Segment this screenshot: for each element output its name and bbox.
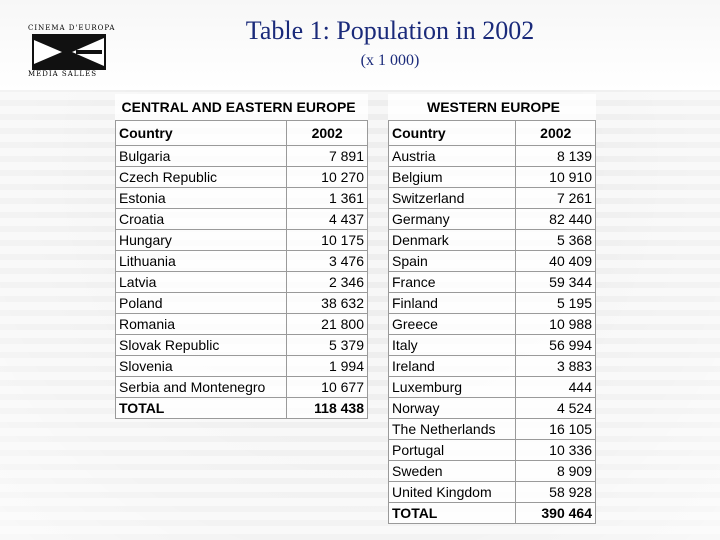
total-value: 118 438 [287, 398, 368, 419]
country-cell: Germany [389, 209, 516, 230]
population-cell: 3 883 [516, 356, 596, 377]
population-cell: 40 409 [516, 251, 596, 272]
table-row [116, 188, 368, 209]
country-cell: Austria [389, 146, 516, 167]
country-cell: United Kingdom [389, 482, 516, 503]
table-row [389, 167, 596, 188]
population-cell: 10 677 [287, 377, 368, 398]
population-cell: 58 928 [516, 482, 596, 503]
table-row [116, 335, 368, 356]
population-cell: 5 195 [516, 293, 596, 314]
country-cell: Italy [389, 335, 516, 356]
population-cell: 2 346 [287, 272, 368, 293]
table-row [389, 251, 596, 272]
total-label: TOTAL [116, 398, 287, 419]
table-row [389, 461, 596, 482]
country-cell: Czech Republic [116, 167, 287, 188]
column-header-country: Country [116, 121, 287, 146]
country-cell: Ireland [389, 356, 516, 377]
population-cell: 82 440 [516, 209, 596, 230]
population-cell: 7 261 [516, 188, 596, 209]
logo-top-text: CINEMA D'EUROPA [28, 24, 116, 32]
table-row [389, 272, 596, 293]
country-cell: Spain [389, 251, 516, 272]
country-cell: Belgium [389, 167, 516, 188]
country-cell: Luxemburg [389, 377, 516, 398]
table-row [389, 440, 596, 461]
table-row [389, 356, 596, 377]
table-row [116, 293, 368, 314]
population-cell: 5 379 [287, 335, 368, 356]
country-cell: Switzerland [389, 188, 516, 209]
page-title: Table 1: Population in 2002 [245, 16, 535, 45]
population-cell: 10 175 [287, 230, 368, 251]
column-header-year: 2002 [287, 121, 368, 146]
country-cell: Poland [116, 293, 287, 314]
table-row [116, 251, 368, 272]
table-row [389, 482, 596, 503]
total-row [389, 503, 596, 524]
country-cell: Romania [116, 314, 287, 335]
country-cell: Slovenia [116, 356, 287, 377]
table-row [389, 209, 596, 230]
table-row [389, 146, 596, 167]
table-row [116, 146, 368, 167]
population-cell: 1 994 [287, 356, 368, 377]
country-cell: Portugal [389, 440, 516, 461]
country-cell: Croatia [116, 209, 287, 230]
total-value: 390 464 [516, 503, 596, 524]
column-header-year: 2002 [516, 121, 596, 146]
country-cell: Estonia [116, 188, 287, 209]
table-row [116, 230, 368, 251]
total-row [116, 398, 368, 419]
table-row [389, 293, 596, 314]
country-cell: Lithuania [116, 251, 287, 272]
table-row [116, 377, 368, 398]
total-label: TOTAL [389, 503, 516, 524]
country-cell: Greece [389, 314, 516, 335]
country-cell: Sweden [389, 461, 516, 482]
country-cell: Denmark [389, 230, 516, 251]
country-cell: Norway [389, 398, 516, 419]
population-cell: 8 139 [516, 146, 596, 167]
table-heading: WESTERN EUROPE [426, 99, 560, 115]
table-heading: CENTRAL AND EASTERN EUROPE [121, 99, 356, 115]
population-cell: 10 336 [516, 440, 596, 461]
country-cell: Latvia [116, 272, 287, 293]
table-row [116, 167, 368, 188]
table-row [389, 419, 596, 440]
table-row [116, 272, 368, 293]
table-row [389, 188, 596, 209]
population-cell: 10 988 [516, 314, 596, 335]
population-cell: 59 344 [516, 272, 596, 293]
country-cell: Slovak Republic [116, 335, 287, 356]
population-cell: 4 437 [287, 209, 368, 230]
country-cell: The Netherlands [389, 419, 516, 440]
population-cell: 1 361 [287, 188, 368, 209]
population-cell: 3 476 [287, 251, 368, 272]
table-row [116, 314, 368, 335]
population-cell: 16 105 [516, 419, 596, 440]
population-cell: 38 632 [287, 293, 368, 314]
population-cell: 21 800 [287, 314, 368, 335]
column-header-country: Country [389, 121, 516, 146]
western-europe-table [388, 94, 596, 524]
country-cell: Bulgaria [116, 146, 287, 167]
country-cell: Hungary [116, 230, 287, 251]
logo-bottom-text: MEDIA SALLES [28, 70, 97, 78]
population-cell: 8 909 [516, 461, 596, 482]
table-row [389, 398, 596, 419]
population-cell: 10 910 [516, 167, 596, 188]
population-cell: 5 368 [516, 230, 596, 251]
country-cell: Finland [389, 293, 516, 314]
table-row [389, 377, 596, 398]
population-cell: 7 891 [287, 146, 368, 167]
population-cell: 444 [516, 377, 596, 398]
table-row [389, 314, 596, 335]
country-cell: Serbia and Montenegro [116, 377, 287, 398]
table-row [389, 335, 596, 356]
table-row [116, 209, 368, 230]
page-subtitle: (x 1 000) [360, 52, 420, 69]
country-cell: France [389, 272, 516, 293]
population-cell: 56 994 [516, 335, 596, 356]
population-cell: 4 524 [516, 398, 596, 419]
central-eastern-europe-table [115, 94, 368, 419]
table-row [389, 230, 596, 251]
table-row [116, 356, 368, 377]
population-cell: 10 270 [287, 167, 368, 188]
